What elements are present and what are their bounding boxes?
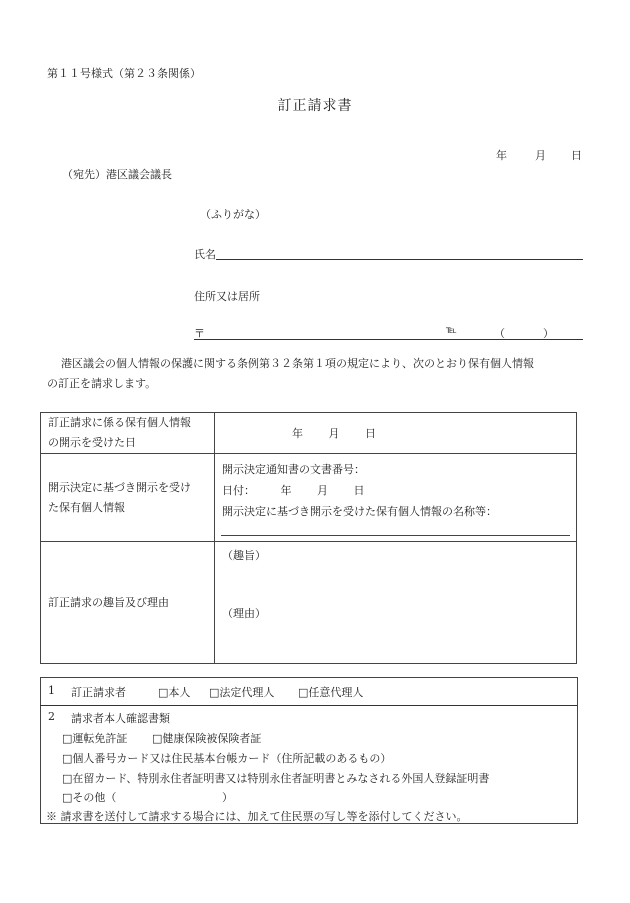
form-number: 第１１号様式（第２３条関係） (47, 67, 201, 80)
disclosed-info-label (41, 454, 215, 542)
doc-number-label: 開示決定通知書の文書番号： (222, 463, 365, 476)
disclosure-date-cell[interactable] (215, 413, 577, 454)
tel-paren-open: （ (494, 327, 505, 340)
disclosure-date-year: 年 (292, 427, 303, 440)
table-row (41, 454, 577, 542)
disclosure-date-day: 日 (365, 427, 376, 440)
id-number: 2 (48, 710, 55, 723)
disclosed-info-name-label: 開示決定に基づき開示を受けた保有個人情報の名称等： (222, 505, 497, 518)
disclosed-info-name-line (221, 535, 570, 536)
id-option-residence[interactable]: □在留カード、特別永住者証明書又は特別永住者証明書とみなされる外国人登録証明書 (62, 772, 490, 785)
disclosed-date-year: 年 (280, 484, 292, 497)
disclosure-date-label (41, 413, 215, 454)
purpose-reason-cell[interactable] (215, 542, 577, 664)
table-row (41, 413, 577, 454)
address-label: 住所又は居所 (194, 290, 260, 303)
address-field[interactable] (194, 339, 583, 340)
disclosed-date-label: 日付： (222, 484, 255, 497)
disclosed-info-label-line2: た保有個人情報 (48, 500, 125, 514)
disclosed-info-cell[interactable] (215, 454, 577, 542)
intro-text-line1: 港区議会の個人情報の保護に関する条例第３２条第１項の規定により、次のとおり保有個人情報 (61, 357, 534, 370)
purpose-label: （趣旨） (222, 549, 266, 562)
option-voluntary-rep[interactable]: □任意代理人 (298, 686, 364, 699)
disclosed-date-row (222, 480, 569, 501)
disclosed-date-day: 日 (353, 484, 365, 497)
purpose-reason-label: 訂正請求の趣旨及び理由 (41, 542, 215, 664)
request-details-table (40, 412, 577, 664)
id-option-license[interactable]: □運転免許証 (62, 732, 128, 745)
id-label: 請求者本人確認書類 (71, 712, 170, 725)
disclosure-date-month: 月 (328, 427, 340, 440)
disclosed-info-label-line1: 開示決定に基づき開示を受け (48, 480, 191, 494)
option-self[interactable]: □本人 (158, 686, 191, 699)
name-field[interactable] (216, 259, 583, 260)
addressee: （宛先）港区議会議長 (62, 168, 172, 181)
id-option-mynumber[interactable]: □個人番号カード又は住民基本台帳カード（住所記載のあるもの） (62, 752, 392, 765)
date-day: 日 (571, 149, 582, 162)
furigana-label: （ふりがな） (200, 208, 266, 221)
note: ※ 請求書を送付して請求する場合には、加えて住民票の写し等を添付してください。 (46, 810, 468, 823)
option-legal-rep[interactable]: □法定代理人 (209, 686, 275, 699)
tel-paren-close: ） (543, 327, 554, 340)
divider (40, 705, 577, 706)
disclosed-date-month: 月 (317, 484, 328, 497)
disclosure-date-label-line1: 訂正請求に係る保有個人情報 (48, 416, 191, 429)
id-option-insurance[interactable]: □健康保険被保険者証 (152, 732, 262, 745)
date-month: 月 (535, 149, 546, 162)
postal-mark: 〒 (194, 327, 205, 340)
id-option-other-close: ） (222, 791, 233, 804)
reason-label: （理由） (222, 607, 266, 620)
intro-text-line2: の訂正を請求します。 (47, 377, 157, 390)
requester-number: 1 (48, 684, 55, 697)
disclosure-date-label-line2: の開示を受けた日 (48, 436, 136, 449)
date-year: 年 (496, 149, 507, 162)
requester-label: 訂正請求者 (71, 686, 126, 699)
table-row (41, 542, 577, 664)
tel-label: ℡ (446, 325, 457, 336)
id-option-other[interactable]: □その他（ (62, 791, 117, 804)
document-title: 訂正請求書 (277, 98, 353, 114)
name-label: 氏名 (194, 248, 216, 261)
